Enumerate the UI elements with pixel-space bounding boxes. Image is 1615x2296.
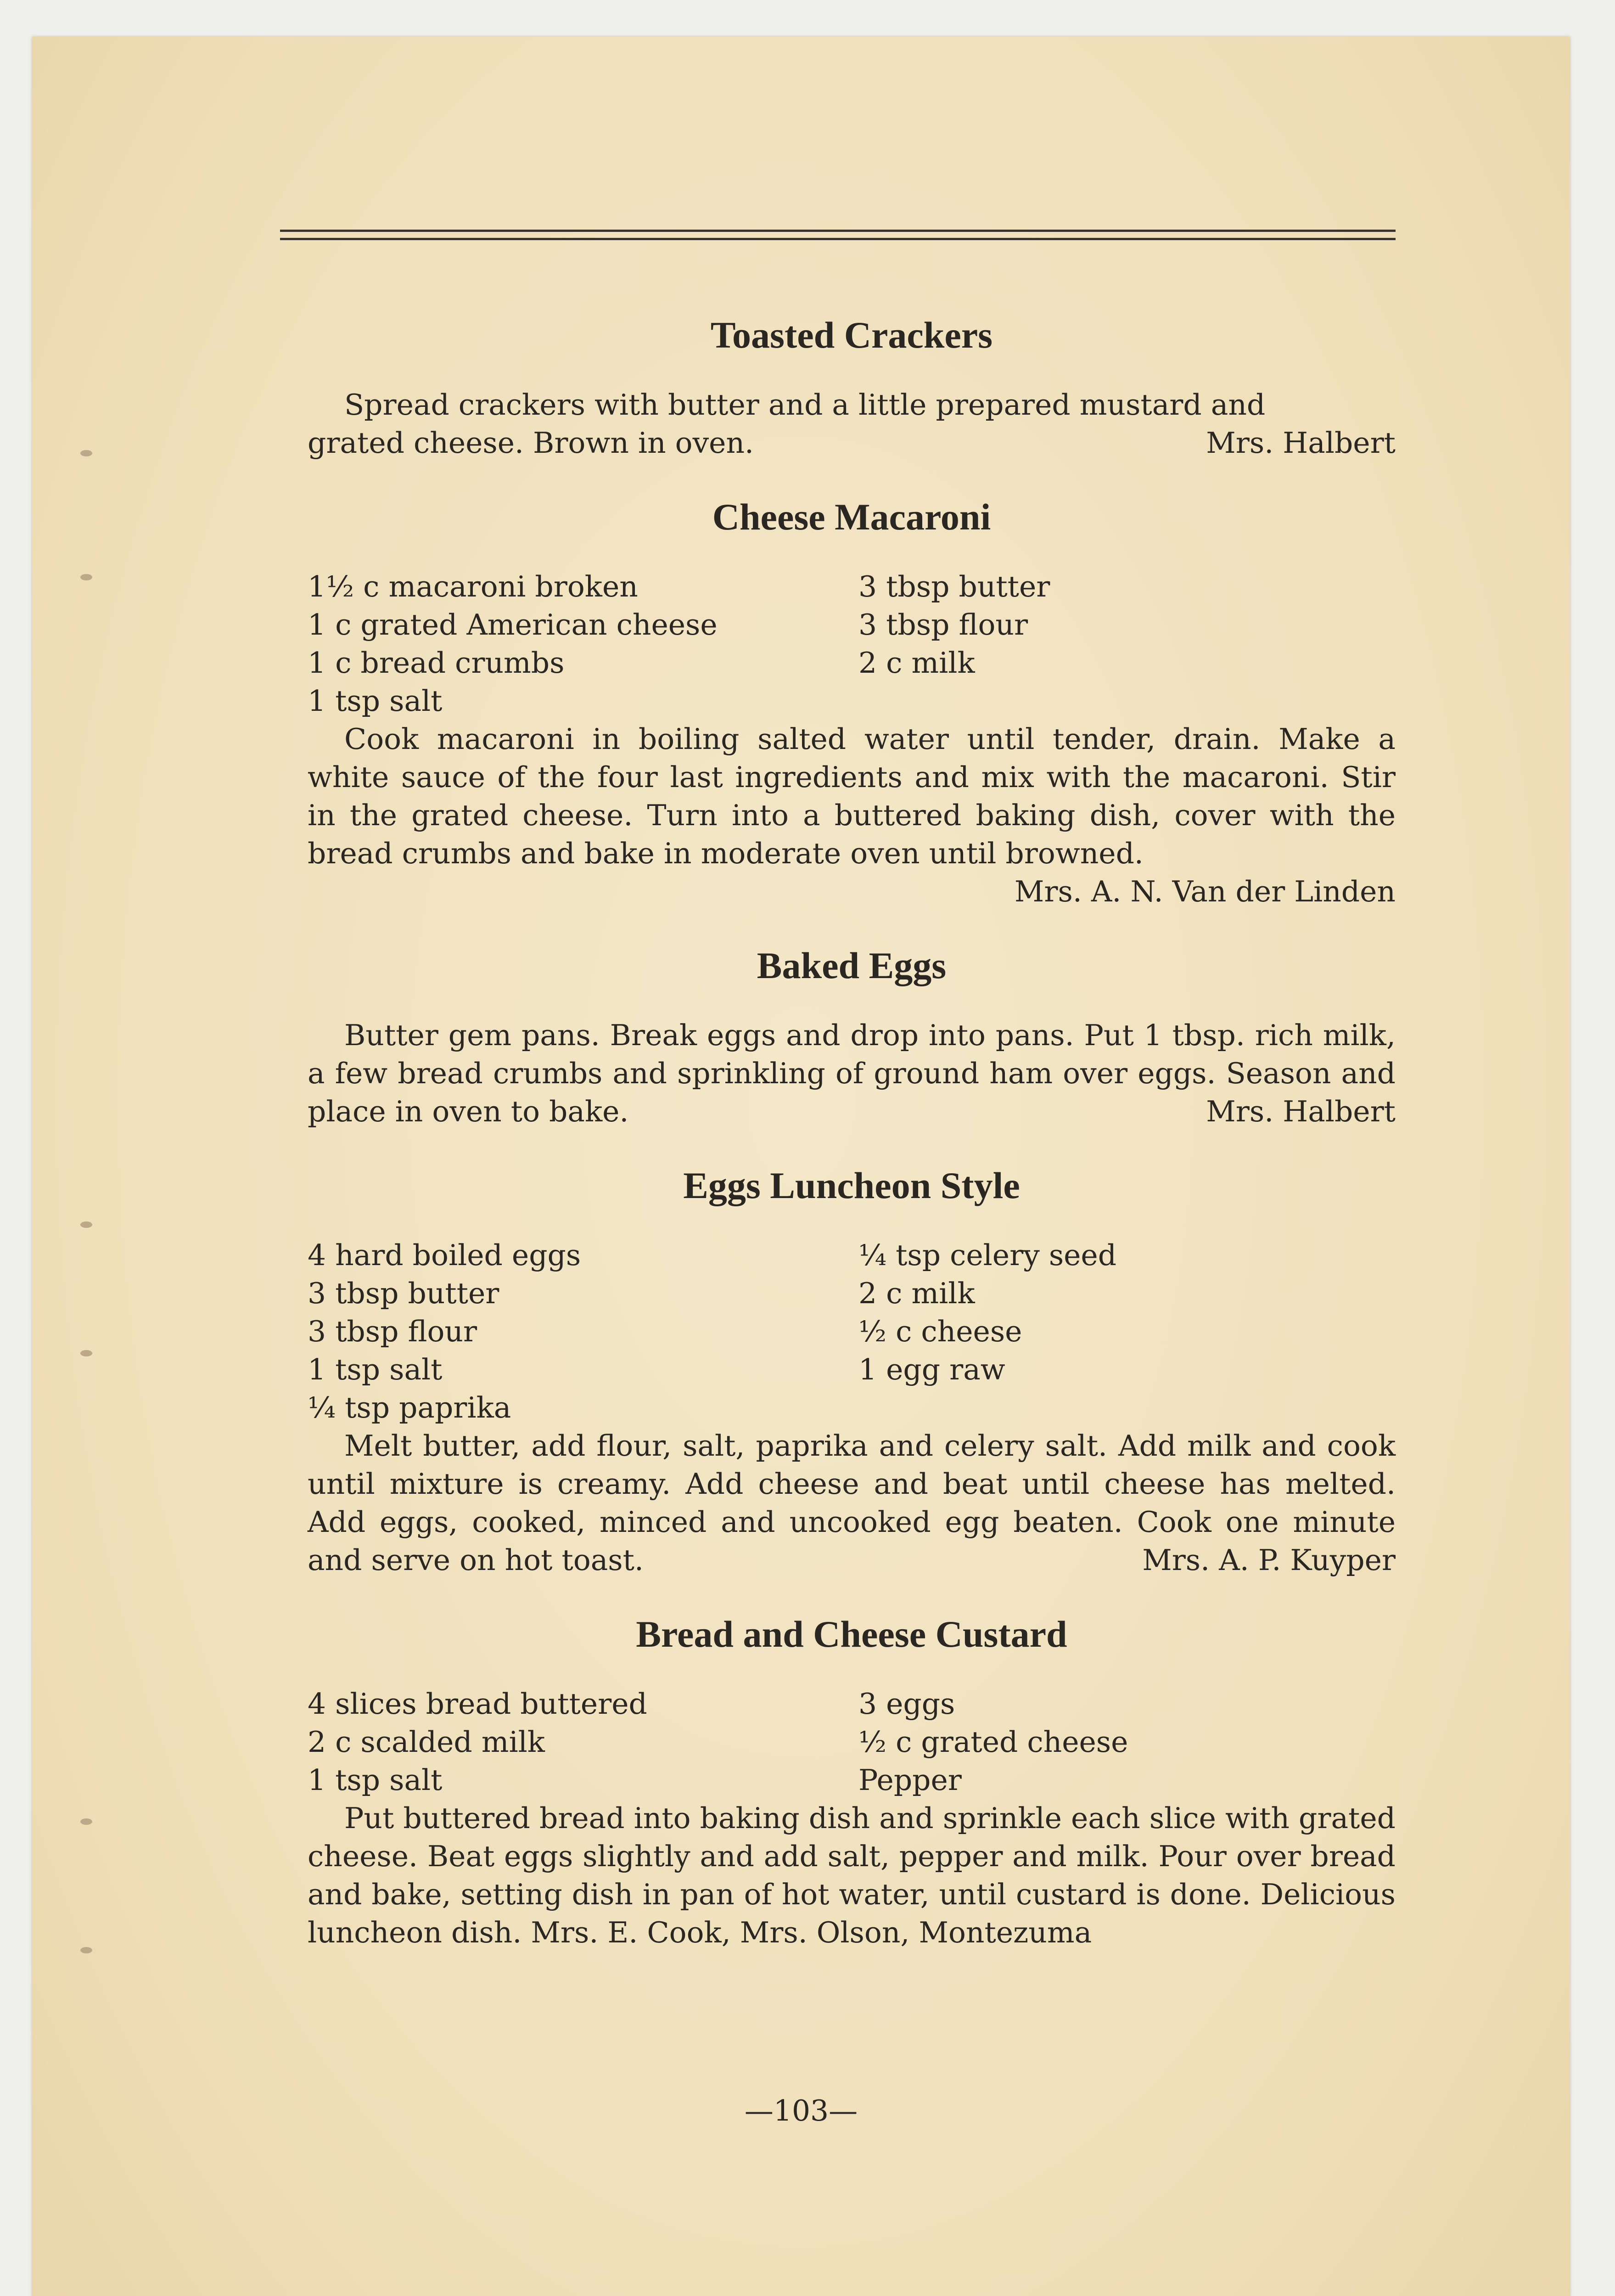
binding-hole [80,574,92,580]
recipe-toasted-crackers [308,312,1396,462]
ingredient: ¼ tsp celery seed [858,1238,1117,1272]
recipe-text-line [308,424,1396,462]
binding-hole [80,450,92,456]
ingredient: 1 egg raw [858,1353,1005,1386]
recipe-author: Mrs. Halbert [1206,1095,1396,1128]
ingredient: 3 tbsp butter [858,570,1050,603]
header-rule [280,238,1396,240]
ingredient-list [308,1685,1396,1799]
recipe-title: Cheese Macaroni [712,496,991,538]
header-rule [280,230,1396,232]
recipe-baked-eggs [308,943,1396,1131]
ingredient: 1 c grated American cheese [308,608,718,642]
recipe-author: Mrs. E. Cook, Mrs. Olson, Montezuma [531,1916,1092,1949]
recipe-content [308,312,1396,1984]
recipe-title: Bread and Cheese Custard [636,1613,1067,1655]
ingredient: 3 tbsp flour [858,608,1028,642]
book-page [32,37,1570,2296]
ingredient: 1 tsp salt [308,1353,443,1386]
ingredient: ½ c cheese [858,1315,1022,1348]
recipe-text: Put buttered bread into baking dish and sprinkle each slice with grated cheese. Beat eggs slightly and add salt, pepper and milk. Pour over bread and bake, setting dish in pan of hot water, until custard is done. Delicious luncheon dish. [308,1801,1396,1949]
recipe-directions [308,1016,1396,1131]
ingredient: 1 tsp salt [308,684,443,718]
binding-hole [80,1350,92,1356]
binding-hole [80,1818,92,1825]
ingredient-list [308,1236,1396,1427]
recipe-text: Butter gem pans. Break eggs and drop into pans. Put 1 tbsp. rich milk, a few bread crumbs and sprinkling of ground ham over eggs. Season and place in oven to bake. [308,1019,1396,1128]
ingredient: 3 tbsp butter [308,1277,499,1310]
ingredient-list [308,568,1396,720]
ingredient: 2 c milk [858,646,975,680]
recipe-author: Mrs. A. N. Van der Linden [1014,875,1396,908]
recipe-text: Spread crackers with butter and a little prepared mustard and [344,388,1266,422]
recipe-author: Mrs. Halbert [1206,426,1396,460]
recipe-title: Toasted Crackers [710,314,993,356]
recipe-directions [308,1799,1396,1952]
ingredient: ¼ tsp paprika [308,1391,511,1424]
ingredient: 1½ c macaroni broken [308,570,638,603]
recipe-cheese-macaroni [308,494,1396,911]
ingredient: 4 hard boiled eggs [308,1238,581,1272]
recipe-directions [308,1427,1396,1579]
page-number: —103— [744,2094,858,2127]
recipe-text: grated cheese. Brown in oven. [308,426,754,460]
ingredient: 1 tsp salt [308,1763,443,1797]
recipe-eggs-luncheon-style [308,1163,1396,1579]
binding-hole [80,1947,92,1953]
recipe-title: Baked Eggs [757,945,947,986]
recipe-text: Melt butter, add flour, salt, paprika and celery salt. Add milk and cook until mixture is creamy. Add cheese and beat until cheese has melted. Add eggs, cooked, minced and uncooked egg beaten. Cook one minute and serve on hot toast. [308,1429,1396,1577]
ingredient: 2 c milk [858,1277,975,1310]
binding-hole [80,1221,92,1228]
ingredient: 2 c scalded milk [308,1725,545,1759]
recipe-bread-cheese-custard [308,1611,1396,1952]
recipe-author: Mrs. A. P. Kuyper [1142,1543,1396,1577]
ingredient: ½ c grated cheese [858,1725,1128,1759]
recipe-directions: Cook macaroni in boiling salted water until tender, drain. Make a white sauce of the four last ingredients and mix with the macaroni. Stir in the grated cheese. Turn into a buttered baking dish, cover with the bread crumbs and bake in moderate oven until browned. [308,722,1396,870]
recipe-title: Eggs Luncheon Style [683,1165,1020,1206]
ingredient: 4 slices bread buttered [308,1687,647,1721]
ingredient: 3 eggs [858,1687,955,1721]
ingredient: 3 tbsp flour [308,1315,477,1348]
ingredient: 1 c bread crumbs [308,646,565,680]
ingredient: Pepper [858,1763,962,1797]
